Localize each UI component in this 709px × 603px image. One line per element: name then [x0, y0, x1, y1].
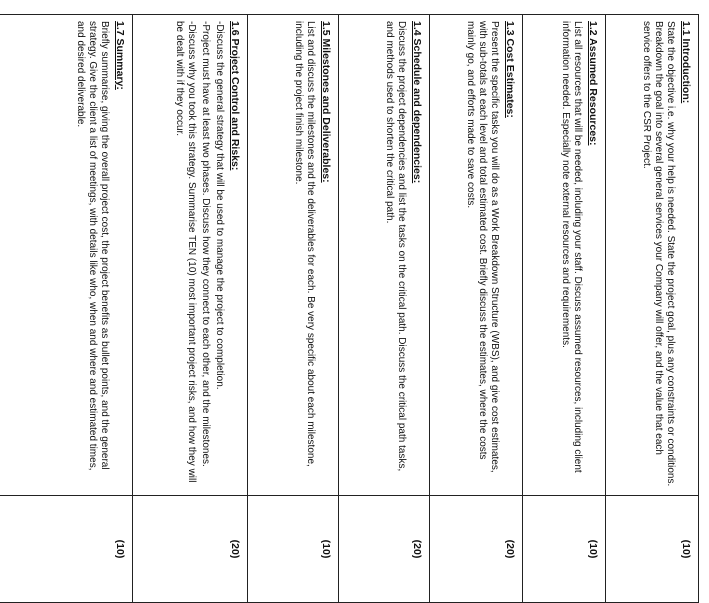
marks-cell — [606, 496, 699, 603]
section-row — [248, 15, 339, 603]
section-row — [606, 15, 699, 603]
section-description — [292, 21, 316, 489]
marks-value: (20) — [229, 539, 241, 559]
marks-cell — [248, 496, 339, 603]
section-title: 1.6 Project Control and Risks: — [229, 21, 241, 171]
section-description — [173, 21, 225, 489]
section-title: 1.5 Milestones and Deliverables: — [320, 21, 332, 183]
section-title: 1.3 Cost Estimates: — [504, 21, 516, 118]
marks-cell — [339, 496, 430, 603]
description-paragraph: Briefly summarise, giving the overall project cost, the project benefits as bullet points, and the general strategy. Give the client a list of meetings, with details like who, when and where and estimated times, and desired deliverable. — [75, 21, 110, 471]
section-row — [0, 15, 133, 603]
marks-cell — [523, 496, 606, 603]
description-paragraph: List and discuss the milestones and the deliverables for each. Be very specific about each milestone, including the project finish milestone. — [293, 21, 316, 467]
section-row — [430, 15, 523, 603]
section-content-cell — [430, 15, 523, 496]
section-title: 1.1 Introduction: — [680, 21, 692, 104]
section-content-cell — [523, 15, 606, 496]
section-row — [523, 15, 606, 603]
section-content-cell — [133, 15, 248, 496]
section-description — [640, 21, 676, 489]
section-description — [383, 21, 407, 489]
section-row — [339, 15, 430, 603]
rotated-document-page — [35, 14, 699, 576]
section-content-cell — [339, 15, 430, 496]
section-title: 1.4 Schedule and dependencies: — [411, 21, 423, 184]
section-row — [133, 15, 248, 603]
marks-value: (10) — [320, 539, 332, 559]
section-content-cell — [0, 15, 133, 496]
section-description — [559, 21, 583, 489]
marks-cell — [133, 496, 248, 603]
marks-value: (10) — [114, 539, 126, 559]
marks-value: (10) — [587, 539, 599, 559]
description-paragraph: -Discuss the general strategy that will be used to manage the project to completion. — [214, 21, 225, 390]
description-paragraph: State the objective i.e. why your help is needed. State the project goal, plus any constraints or conditions. Breakdown the goal into several general services your Company will offer, and the value that each service offers to the CSR Project. — [641, 21, 676, 487]
description-paragraph: List all resources that will be needed, including your staff. Discuss assumed resources, including client information needed. Especially note external resources and requirements. — [560, 21, 583, 473]
marking-table — [0, 14, 699, 603]
marks-cell — [430, 496, 523, 603]
description-paragraph: -Discuss why you took this strategy. Summarise TEN (10) most important project risks, and how they will be dealt with if they occur. — [174, 21, 197, 483]
section-title: 1.2 Assumed Resources: — [587, 21, 599, 146]
section-description — [464, 21, 500, 489]
description-paragraph: -Project must have at least two phases. Discuss how they connect to each other, and the milestones. — [200, 21, 211, 467]
section-content-cell — [248, 15, 339, 496]
marks-value: (20) — [504, 539, 516, 559]
section-description — [74, 21, 110, 489]
marks-cell — [0, 496, 133, 603]
description-paragraph: Present the specific tasks you will do as a Work Breakdown Structure (WBS), and give cost estimates, with sub-totals at each level and total estimated cost. Briefly discuss the estimates, where the costs mainly go, and efforts made to save costs. — [465, 21, 500, 473]
section-title: 1.7 Summary: — [114, 21, 126, 90]
marks-value: (20) — [411, 539, 423, 559]
marks-value: (10) — [680, 539, 692, 559]
section-content-cell — [606, 15, 699, 496]
description-paragraph: Discuss the project dependencies and list the tasks on the critical path. Discuss the critical path tasks, and methods used to shorten the critical path. — [384, 21, 407, 472]
